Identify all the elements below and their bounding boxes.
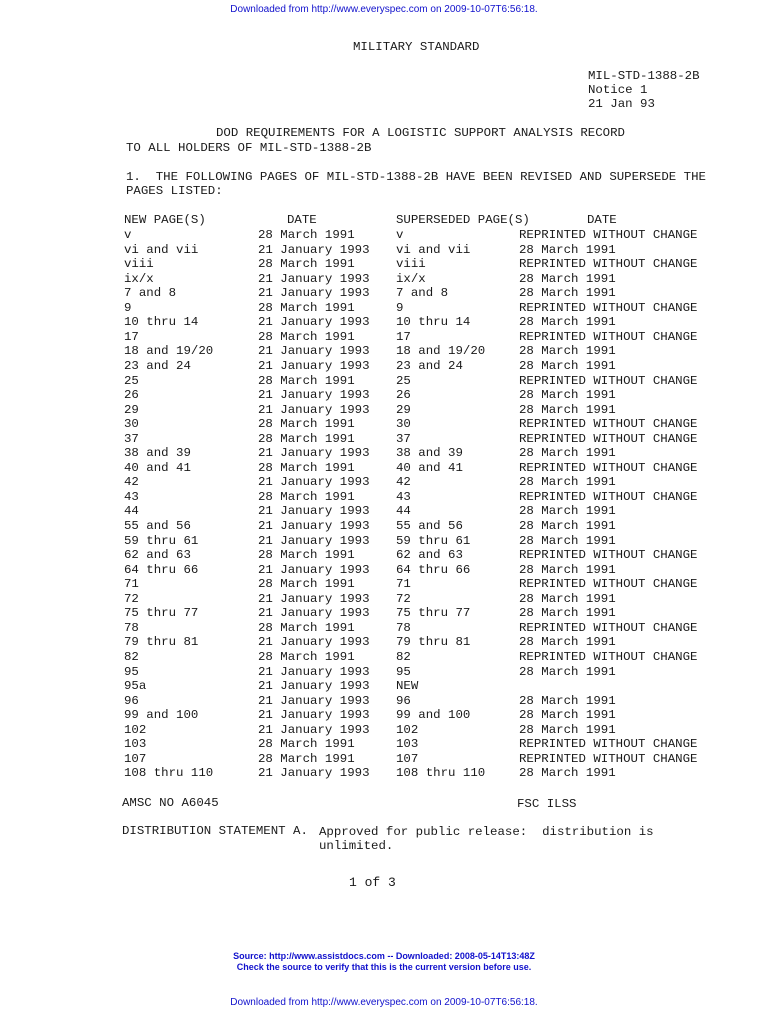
superseded-pages-cell: 42 — [396, 475, 411, 490]
table-row — [0, 635, 768, 650]
new-date-cell: 21 January 1993 — [258, 271, 370, 286]
table-row — [0, 737, 768, 752]
superseded-date-cell: 28 March 1991 — [519, 402, 616, 417]
new-date-cell: 28 March 1991 — [258, 577, 355, 592]
superseded-pages-cell: 71 — [396, 577, 411, 592]
new-date-cell: 21 January 1993 — [258, 344, 370, 359]
table-row — [0, 504, 768, 519]
table-row — [0, 665, 768, 680]
superseded-pages-cell: 72 — [396, 591, 411, 606]
document-subject: DOD REQUIREMENTS FOR A LOGISTIC SUPPORT ANALYSIS RECORD — [216, 126, 625, 140]
new-date-cell: 21 January 1993 — [258, 402, 370, 417]
table-row — [0, 490, 768, 505]
table-header-row — [0, 213, 768, 228]
superseded-pages-cell: 10 thru 14 — [396, 315, 471, 330]
distribution-label: DISTRIBUTION STATEMENT A. — [122, 824, 308, 838]
superseded-date-cell: 28 March 1991 — [519, 722, 616, 737]
new-date-cell: 28 March 1991 — [258, 300, 355, 315]
new-pages-cell: 43 — [124, 489, 139, 504]
new-date-cell: 28 March 1991 — [258, 228, 355, 242]
new-pages-cell: 102 — [124, 722, 147, 737]
header-new-pages: NEW PAGE(S) — [124, 213, 206, 227]
new-date-cell: 28 March 1991 — [258, 548, 355, 563]
table-row — [0, 257, 768, 272]
superseded-date-cell: 28 March 1991 — [519, 446, 616, 461]
new-pages-cell: 7 and 8 — [124, 286, 177, 301]
superseded-pages-cell: 108 thru 110 — [396, 766, 486, 781]
new-pages-cell: 10 thru 14 — [124, 315, 199, 330]
table-row — [0, 766, 768, 781]
superseded-pages-cell: 7 and 8 — [396, 286, 449, 301]
new-date-cell: 21 January 1993 — [258, 446, 370, 461]
new-pages-cell: 96 — [124, 693, 139, 708]
superseded-pages-cell: 38 and 39 — [396, 446, 463, 461]
superseded-date-cell: 28 March 1991 — [519, 388, 616, 403]
new-pages-cell: 75 thru 77 — [124, 606, 199, 621]
table-row — [0, 752, 768, 767]
new-pages-cell: 64 thru 66 — [124, 562, 199, 577]
superseded-date-cell: REPRINTED WITHOUT CHANGE — [519, 257, 698, 272]
superseded-pages-cell: vi and vii — [396, 242, 471, 257]
new-date-cell: 21 January 1993 — [258, 606, 370, 621]
table-row — [0, 315, 768, 330]
new-pages-cell: 99 and 100 — [124, 708, 199, 723]
superseded-date-cell: 28 March 1991 — [519, 344, 616, 359]
superseded-date-cell: 28 March 1991 — [519, 358, 616, 373]
superseded-pages-cell: 23 and 24 — [396, 358, 463, 373]
superseded-date-cell: 28 March 1991 — [519, 708, 616, 723]
new-date-cell: 21 January 1993 — [258, 533, 370, 548]
new-pages-cell: 103 — [124, 737, 147, 752]
table-row — [0, 548, 768, 563]
table-row — [0, 723, 768, 738]
new-pages-cell: 59 thru 61 — [124, 533, 199, 548]
superseded-date-cell: 28 March 1991 — [519, 635, 616, 650]
table-row — [0, 534, 768, 549]
superseded-pages-cell: 95 — [396, 664, 411, 679]
superseded-date-cell: REPRINTED WITHOUT CHANGE — [519, 737, 698, 752]
table-row — [0, 475, 768, 490]
superseded-date-cell: REPRINTED WITHOUT CHANGE — [519, 228, 698, 242]
page-number: 1 of 3 — [349, 875, 396, 890]
footer-download-banner[interactable]: Downloaded from http://www.everyspec.com on 2009-10-07T6:56:18. — [230, 997, 538, 1008]
table-row — [0, 403, 768, 418]
superseded-date-cell: REPRINTED WITHOUT CHANGE — [519, 649, 698, 664]
new-pages-cell: 95 — [124, 664, 139, 679]
table-row — [0, 374, 768, 389]
table-row — [0, 621, 768, 636]
fsc-code: FSC ILSS — [517, 797, 577, 811]
new-pages-cell: 9 — [124, 300, 132, 315]
table-row — [0, 432, 768, 447]
paragraph-1-line-1: 1. THE FOLLOWING PAGES OF MIL-STD-1388-2B HAVE BEEN REVISED AND SUPERSEDE THE — [126, 170, 706, 184]
notice-date: 21 Jan 93 — [588, 97, 655, 111]
new-date-cell: 28 March 1991 — [258, 460, 355, 475]
superseded-pages-cell: 62 and 63 — [396, 548, 463, 563]
superseded-pages-cell: 107 — [396, 751, 419, 766]
new-date-cell: 28 March 1991 — [258, 373, 355, 388]
table-row — [0, 679, 768, 694]
table-row — [0, 446, 768, 461]
superseded-pages-cell: 103 — [396, 737, 419, 752]
new-date-cell: 21 January 1993 — [258, 708, 370, 723]
new-pages-cell: vi and vii — [124, 242, 199, 257]
table-row — [0, 461, 768, 476]
distribution-text-line-2: unlimited. — [319, 839, 394, 853]
new-pages-cell: 95a — [124, 679, 147, 694]
new-date-cell: 21 January 1993 — [258, 693, 370, 708]
superseded-pages-cell: 43 — [396, 489, 411, 504]
new-date-cell: 28 March 1991 — [258, 431, 355, 446]
new-date-cell: 28 March 1991 — [258, 329, 355, 344]
superseded-pages-cell: 99 and 100 — [396, 708, 471, 723]
superseded-pages-cell: 17 — [396, 329, 411, 344]
table-row — [0, 592, 768, 607]
superseded-date-cell: 28 March 1991 — [519, 562, 616, 577]
superseded-pages-cell: 102 — [396, 722, 419, 737]
superseded-pages-cell: 18 and 19/20 — [396, 344, 486, 359]
superseded-pages-cell: 29 — [396, 402, 411, 417]
table-row — [0, 708, 768, 723]
superseded-pages-cell: 79 thru 81 — [396, 635, 471, 650]
superseded-pages-cell: 37 — [396, 431, 411, 446]
new-date-cell: 28 March 1991 — [258, 649, 355, 664]
superseded-pages-cell: 40 and 41 — [396, 460, 463, 475]
new-date-cell: 21 January 1993 — [258, 388, 370, 403]
table-row — [0, 344, 768, 359]
new-pages-cell: 23 and 24 — [124, 358, 191, 373]
new-pages-cell: 107 — [124, 751, 147, 766]
superseded-date-cell: 28 March 1991 — [519, 242, 616, 257]
addressee-line: TO ALL HOLDERS OF MIL-STD-1388-2B — [126, 141, 372, 155]
superseded-date-cell: 28 March 1991 — [519, 315, 616, 330]
superseded-pages-cell: 96 — [396, 693, 411, 708]
new-date-cell: 28 March 1991 — [258, 737, 355, 752]
superseded-pages-cell: 64 thru 66 — [396, 562, 471, 577]
new-pages-cell: 79 thru 81 — [124, 635, 199, 650]
superseded-date-cell: 28 March 1991 — [519, 591, 616, 606]
superseded-date-cell: 28 March 1991 — [519, 693, 616, 708]
new-pages-cell: ix/x — [124, 271, 154, 286]
table-row — [0, 286, 768, 301]
table-row — [0, 330, 768, 345]
new-date-cell: 21 January 1993 — [258, 519, 370, 533]
superseded-pages-cell: ix/x — [396, 271, 426, 286]
new-pages-cell: 29 — [124, 402, 139, 417]
superseded-pages-cell: 30 — [396, 417, 411, 432]
superseded-date-cell: 28 March 1991 — [519, 519, 616, 533]
superseded-pages-cell: 9 — [396, 300, 404, 315]
document-number: MIL-STD-1388-2B — [588, 69, 700, 83]
new-date-cell: 21 January 1993 — [258, 766, 370, 781]
superseded-date-cell: 28 March 1991 — [519, 504, 616, 519]
table-row — [0, 417, 768, 432]
source-note-line-1[interactable]: Source: http://www.assistdocs.com -- Downloaded: 2008-05-14T13:48Z — [233, 951, 535, 961]
superseded-pages-cell: 44 — [396, 504, 411, 519]
new-pages-cell: 25 — [124, 373, 139, 388]
superseded-date-cell: 28 March 1991 — [519, 766, 616, 781]
superseded-pages-cell: 75 thru 77 — [396, 606, 471, 621]
table-row — [0, 563, 768, 578]
superseded-date-cell: REPRINTED WITHOUT CHANGE — [519, 548, 698, 563]
header-superseded-pages: SUPERSEDED PAGE(S) — [396, 213, 530, 227]
superseded-pages-cell: 26 — [396, 388, 411, 403]
new-date-cell: 21 January 1993 — [258, 475, 370, 490]
new-pages-cell: 82 — [124, 649, 139, 664]
superseded-pages-cell: 78 — [396, 620, 411, 635]
new-pages-cell: 108 thru 110 — [124, 766, 214, 781]
new-pages-cell: 30 — [124, 417, 139, 432]
superseded-date-cell: REPRINTED WITHOUT CHANGE — [519, 417, 698, 432]
table-row — [0, 606, 768, 621]
table-row — [0, 519, 768, 534]
new-date-cell: 28 March 1991 — [258, 417, 355, 432]
table-row — [0, 694, 768, 709]
table-row — [0, 577, 768, 592]
new-date-cell: 21 January 1993 — [258, 722, 370, 737]
superseded-pages-cell: 82 — [396, 649, 411, 664]
new-date-cell: 21 January 1993 — [258, 635, 370, 650]
new-pages-cell: 72 — [124, 591, 139, 606]
distribution-text-line-1: Approved for public release: distribution is — [319, 825, 654, 839]
new-date-cell: 21 January 1993 — [258, 358, 370, 373]
new-date-cell: 28 March 1991 — [258, 489, 355, 504]
new-date-cell: 28 March 1991 — [258, 257, 355, 272]
superseded-date-cell: REPRINTED WITHOUT CHANGE — [519, 751, 698, 766]
table-row — [0, 228, 768, 243]
new-date-cell: 21 January 1993 — [258, 504, 370, 519]
superseded-date-cell: 28 March 1991 — [519, 475, 616, 490]
paragraph-1-line-2: PAGES LISTED: — [126, 184, 223, 198]
new-date-cell: 28 March 1991 — [258, 620, 355, 635]
new-date-cell: 21 January 1993 — [258, 591, 370, 606]
new-pages-cell: viii — [124, 257, 154, 272]
table-row — [0, 243, 768, 258]
new-pages-cell: 40 and 41 — [124, 460, 191, 475]
superseded-pages-cell: 55 and 56 — [396, 519, 463, 533]
new-date-cell: 21 January 1993 — [258, 242, 370, 257]
superseded-date-cell: REPRINTED WITHOUT CHANGE — [519, 431, 698, 446]
new-date-cell: 21 January 1993 — [258, 562, 370, 577]
header-download-banner[interactable]: Downloaded from http://www.everyspec.com on 2009-10-07T6:56:18. — [230, 4, 538, 15]
new-pages-cell: v — [124, 228, 132, 242]
header-new-date: DATE — [287, 213, 317, 227]
superseded-pages-cell: 59 thru 61 — [396, 533, 471, 548]
new-pages-cell: 42 — [124, 475, 139, 490]
superseded-date-cell: 28 March 1991 — [519, 664, 616, 679]
table-row — [0, 301, 768, 316]
superseded-pages-cell: viii — [396, 257, 426, 272]
table-row — [0, 272, 768, 287]
superseded-date-cell: REPRINTED WITHOUT CHANGE — [519, 373, 698, 388]
table-row — [0, 359, 768, 374]
superseded-date-cell: REPRINTED WITHOUT CHANGE — [519, 460, 698, 475]
new-pages-cell: 38 and 39 — [124, 446, 191, 461]
superseded-date-cell: REPRINTED WITHOUT CHANGE — [519, 489, 698, 504]
new-pages-cell: 37 — [124, 431, 139, 446]
new-pages-cell: 18 and 19/20 — [124, 344, 214, 359]
new-date-cell: 28 March 1991 — [258, 751, 355, 766]
superseded-date-cell: REPRINTED WITHOUT CHANGE — [519, 329, 698, 344]
new-date-cell: 21 January 1993 — [258, 286, 370, 301]
new-pages-cell: 71 — [124, 577, 139, 592]
document-title: MILITARY STANDARD — [353, 40, 480, 54]
amsc-number: AMSC NO A6045 — [122, 796, 219, 810]
header-superseded-date: DATE — [587, 213, 617, 227]
superseded-date-cell: 28 March 1991 — [519, 286, 616, 301]
superseded-date-cell: 28 March 1991 — [519, 533, 616, 548]
new-pages-cell: 17 — [124, 329, 139, 344]
table-row — [0, 388, 768, 403]
superseded-date-cell: REPRINTED WITHOUT CHANGE — [519, 300, 698, 315]
notice-number: Notice 1 — [588, 83, 648, 97]
superseded-pages-cell: 25 — [396, 373, 411, 388]
superseded-pages-cell: v — [396, 228, 404, 242]
new-date-cell: 21 January 1993 — [258, 679, 370, 694]
new-pages-cell: 44 — [124, 504, 139, 519]
new-date-cell: 21 January 1993 — [258, 664, 370, 679]
table-row — [0, 650, 768, 665]
superseded-date-cell: 28 March 1991 — [519, 271, 616, 286]
new-pages-cell: 62 and 63 — [124, 548, 191, 563]
new-pages-cell: 26 — [124, 388, 139, 403]
superseded-pages-cell: NEW — [396, 679, 419, 694]
superseded-date-cell: REPRINTED WITHOUT CHANGE — [519, 577, 698, 592]
new-pages-cell: 78 — [124, 620, 139, 635]
source-note-line-2: Check the source to verify that this is the current version before use. — [236, 962, 532, 972]
superseded-date-cell: REPRINTED WITHOUT CHANGE — [519, 620, 698, 635]
new-date-cell: 21 January 1993 — [258, 315, 370, 330]
superseded-date-cell: 28 March 1991 — [519, 606, 616, 621]
new-pages-cell: 55 and 56 — [124, 519, 191, 533]
